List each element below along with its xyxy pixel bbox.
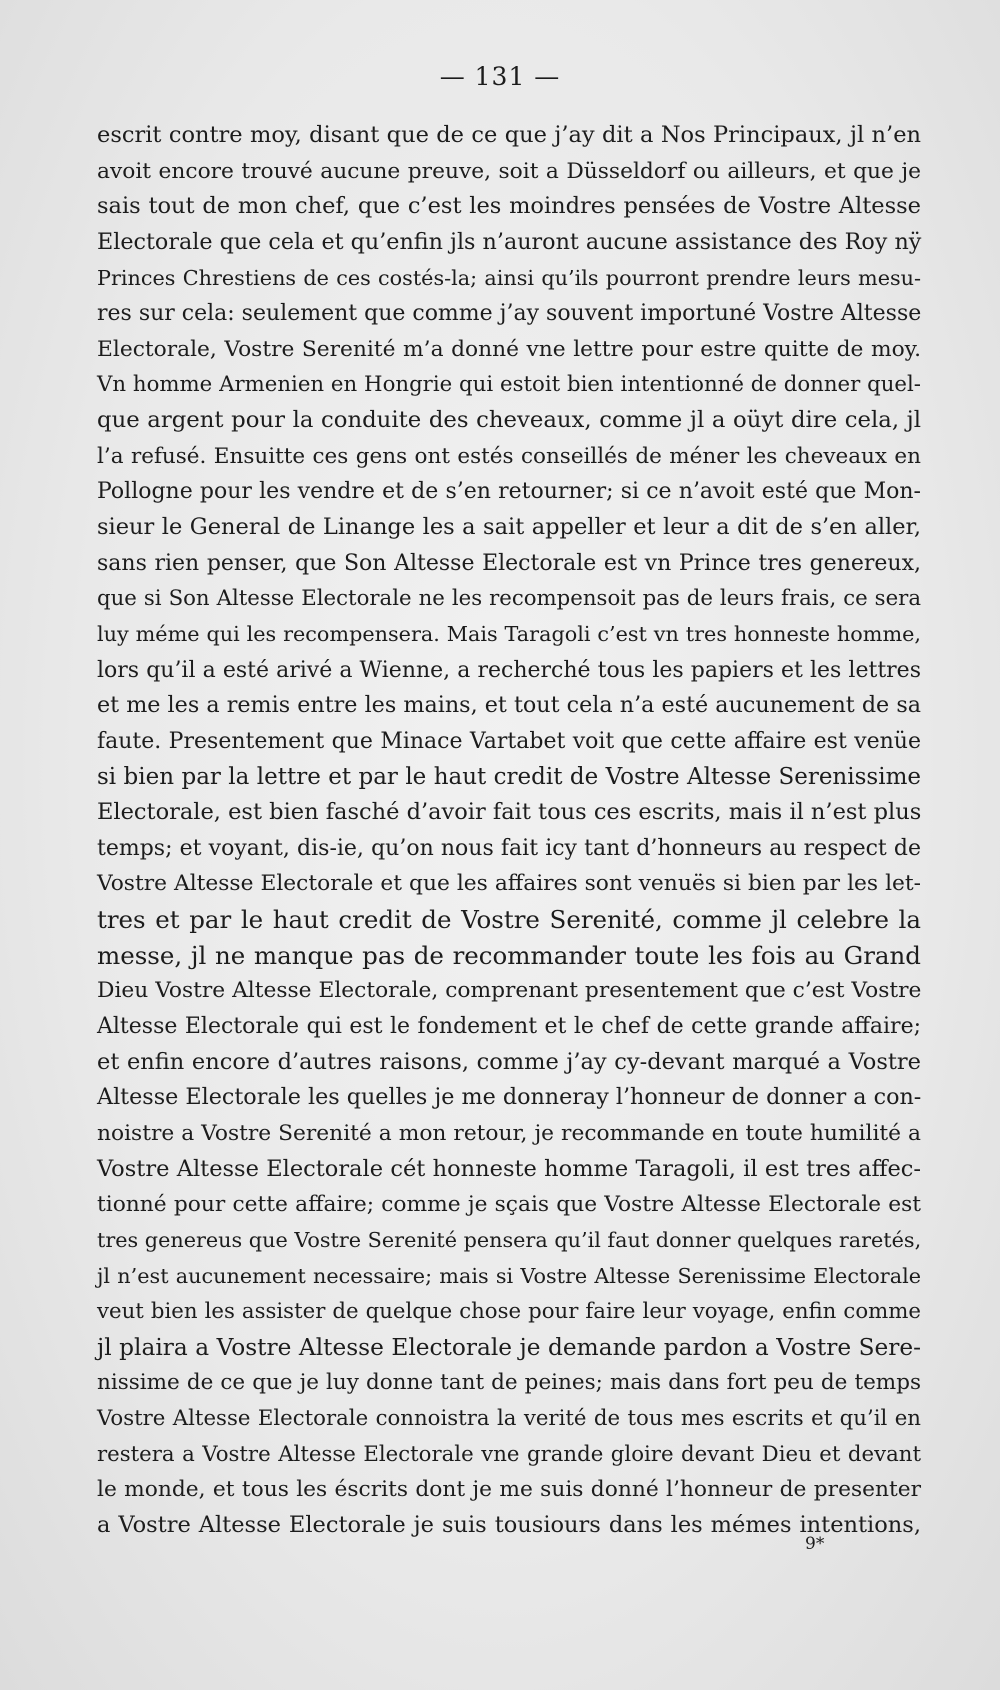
page-number: — 131 —	[439, 62, 561, 91]
text-line: Vostre Altesse Electorale cét honneste homme Taragoli, il est tres affec-	[97, 1155, 921, 1182]
text-line: Princes Chrestiens de ces costés-la; ainsi qu’ils pourront prendre leurs mesu-	[97, 265, 921, 290]
text-line: temps; et voyant, dis-ie, qu’on nous fait icy tant d’honneurs au respect de	[97, 835, 921, 861]
text-line: sieur le General de Linange les a sait appeller et leur a dit de s’en aller,	[97, 514, 921, 541]
text-line: luy méme qui les recompensera. Mais Taragoli c’est vn tres honneste homme,	[97, 621, 921, 646]
text-line: faute. Presentement que Minace Vartabet voit que cette affaire est venüe	[97, 728, 921, 754]
text-line: sais tout de mon chef, que c’est les moindres pensées de Vostre Altesse	[97, 193, 921, 220]
text-line: avoit encore trouvé aucune preuve, soit a Düsseldorf ou ailleurs, et que je	[97, 158, 921, 184]
text-line: tres genereus que Vostre Serenité pensera qu’il faut donner quelques raretés,	[97, 1227, 922, 1252]
text-line: tionné pour cette affaire; comme je sçais que Vostre Altesse Electorale est	[97, 1192, 921, 1218]
text-line: Vn homme Armenien en Hongrie qui estoit bien intentionné de donner quel-	[97, 372, 921, 398]
text-line: jl n’est aucunement necessaire; mais si Vostre Altesse Serenissime Electorale	[97, 1263, 921, 1288]
text-line: Electorale, Vostre Serenité m’a donné vne lettre pour estre quitte de moy.	[97, 336, 921, 362]
text-line: res sur cela: seulement que comme j’ay souvent importuné Vostre Altesse	[97, 301, 922, 327]
text-line: Electorale que cela et qu’enfin jls n’auront aucune assistance des Roy nÿ	[97, 228, 922, 255]
text-line: jl plaira a Vostre Altesse Electorale je demande pardon a Vostre Sere-	[97, 1333, 921, 1361]
text-line: noistre a Vostre Serenité a mon retour, je recommande en toute humilité a	[97, 1120, 921, 1146]
text-line: tres et par le haut credit de Vostre Serenité, comme jl celebre la	[97, 905, 921, 935]
text-line: le monde, et tous les éscrits dont je me suis donné l’honneur de presenter	[97, 1477, 921, 1503]
text-line: que argent pour la conduite des cheveaux, comme jl a oüyt dire cela, jl	[97, 407, 921, 434]
text-line: restera a Vostre Altesse Electorale vne grande gloire devant Dieu et devant	[97, 1441, 921, 1467]
text-line: et me les a remis entre les mains, et tout cela n’a esté aucunement de sa	[97, 692, 921, 719]
text-line: si bien par la lettre et par le haut credit de Vostre Altesse Serenissime	[97, 763, 921, 790]
text-line: messe, jl ne manque pas de recommander toute les fois au Grand	[97, 940, 921, 970]
text-line: Pollogne pour les vendre et de s’en retourner; si ce n’avoit esté que Mon-	[97, 479, 921, 505]
signature-mark: 9*	[805, 1534, 825, 1554]
text-line: Altesse Electorale qui est le fondement et le chef de cette grande affaire;	[97, 1014, 921, 1040]
text-line: nissime de ce que je luy donne tant de peines; mais dans fort peu de temps	[97, 1370, 921, 1396]
text-line: que si Son Altesse Electorale ne les recompensoit pas de leurs frais, ce sera	[97, 586, 921, 612]
text-line: Dieu Vostre Altesse Electorale, comprenant presentement que c’est Vostre	[97, 978, 922, 1004]
text-line: sans rien penser, que Son Altesse Electorale est vn Prince tres genereux,	[97, 550, 921, 576]
text-line: et enfin encore d’autres raisons, comme j’ay cy-devant marqué a Vostre	[97, 1048, 921, 1075]
body-text	[97, 118, 921, 1544]
text-line: a Vostre Altesse Electorale je suis tousiours dans les mémes intentions,	[97, 1511, 921, 1538]
text-line: veut bien les assister de quelque chose pour faire leur voyage, enfin comme	[97, 1299, 921, 1325]
text-line: Vostre Altesse Electorale et que les affaires sont venuës si bien par les let-	[97, 871, 921, 897]
text-line: escrit contre moy, disant que de ce que j’ay dit a Nos Principaux, jl n’en	[97, 122, 921, 148]
text-line: Altesse Electorale les quelles je me donneray l’honneur de donner a con-	[97, 1084, 922, 1111]
text-line: Electorale, est bien fasché d’avoir fait tous ces escrits, mais il n’est plus	[97, 799, 922, 826]
text-line: Vostre Altesse Electorale connoistra la verité de tous mes escrits et qu’il en	[97, 1406, 921, 1432]
text-line: lors qu’il a esté arivé a Wienne, a recherché tous les papiers et les lettres	[97, 657, 921, 683]
text-line: l’a refusé. Ensuitte ces gens ont estés conseillés de méner les cheveaux en	[97, 443, 921, 469]
